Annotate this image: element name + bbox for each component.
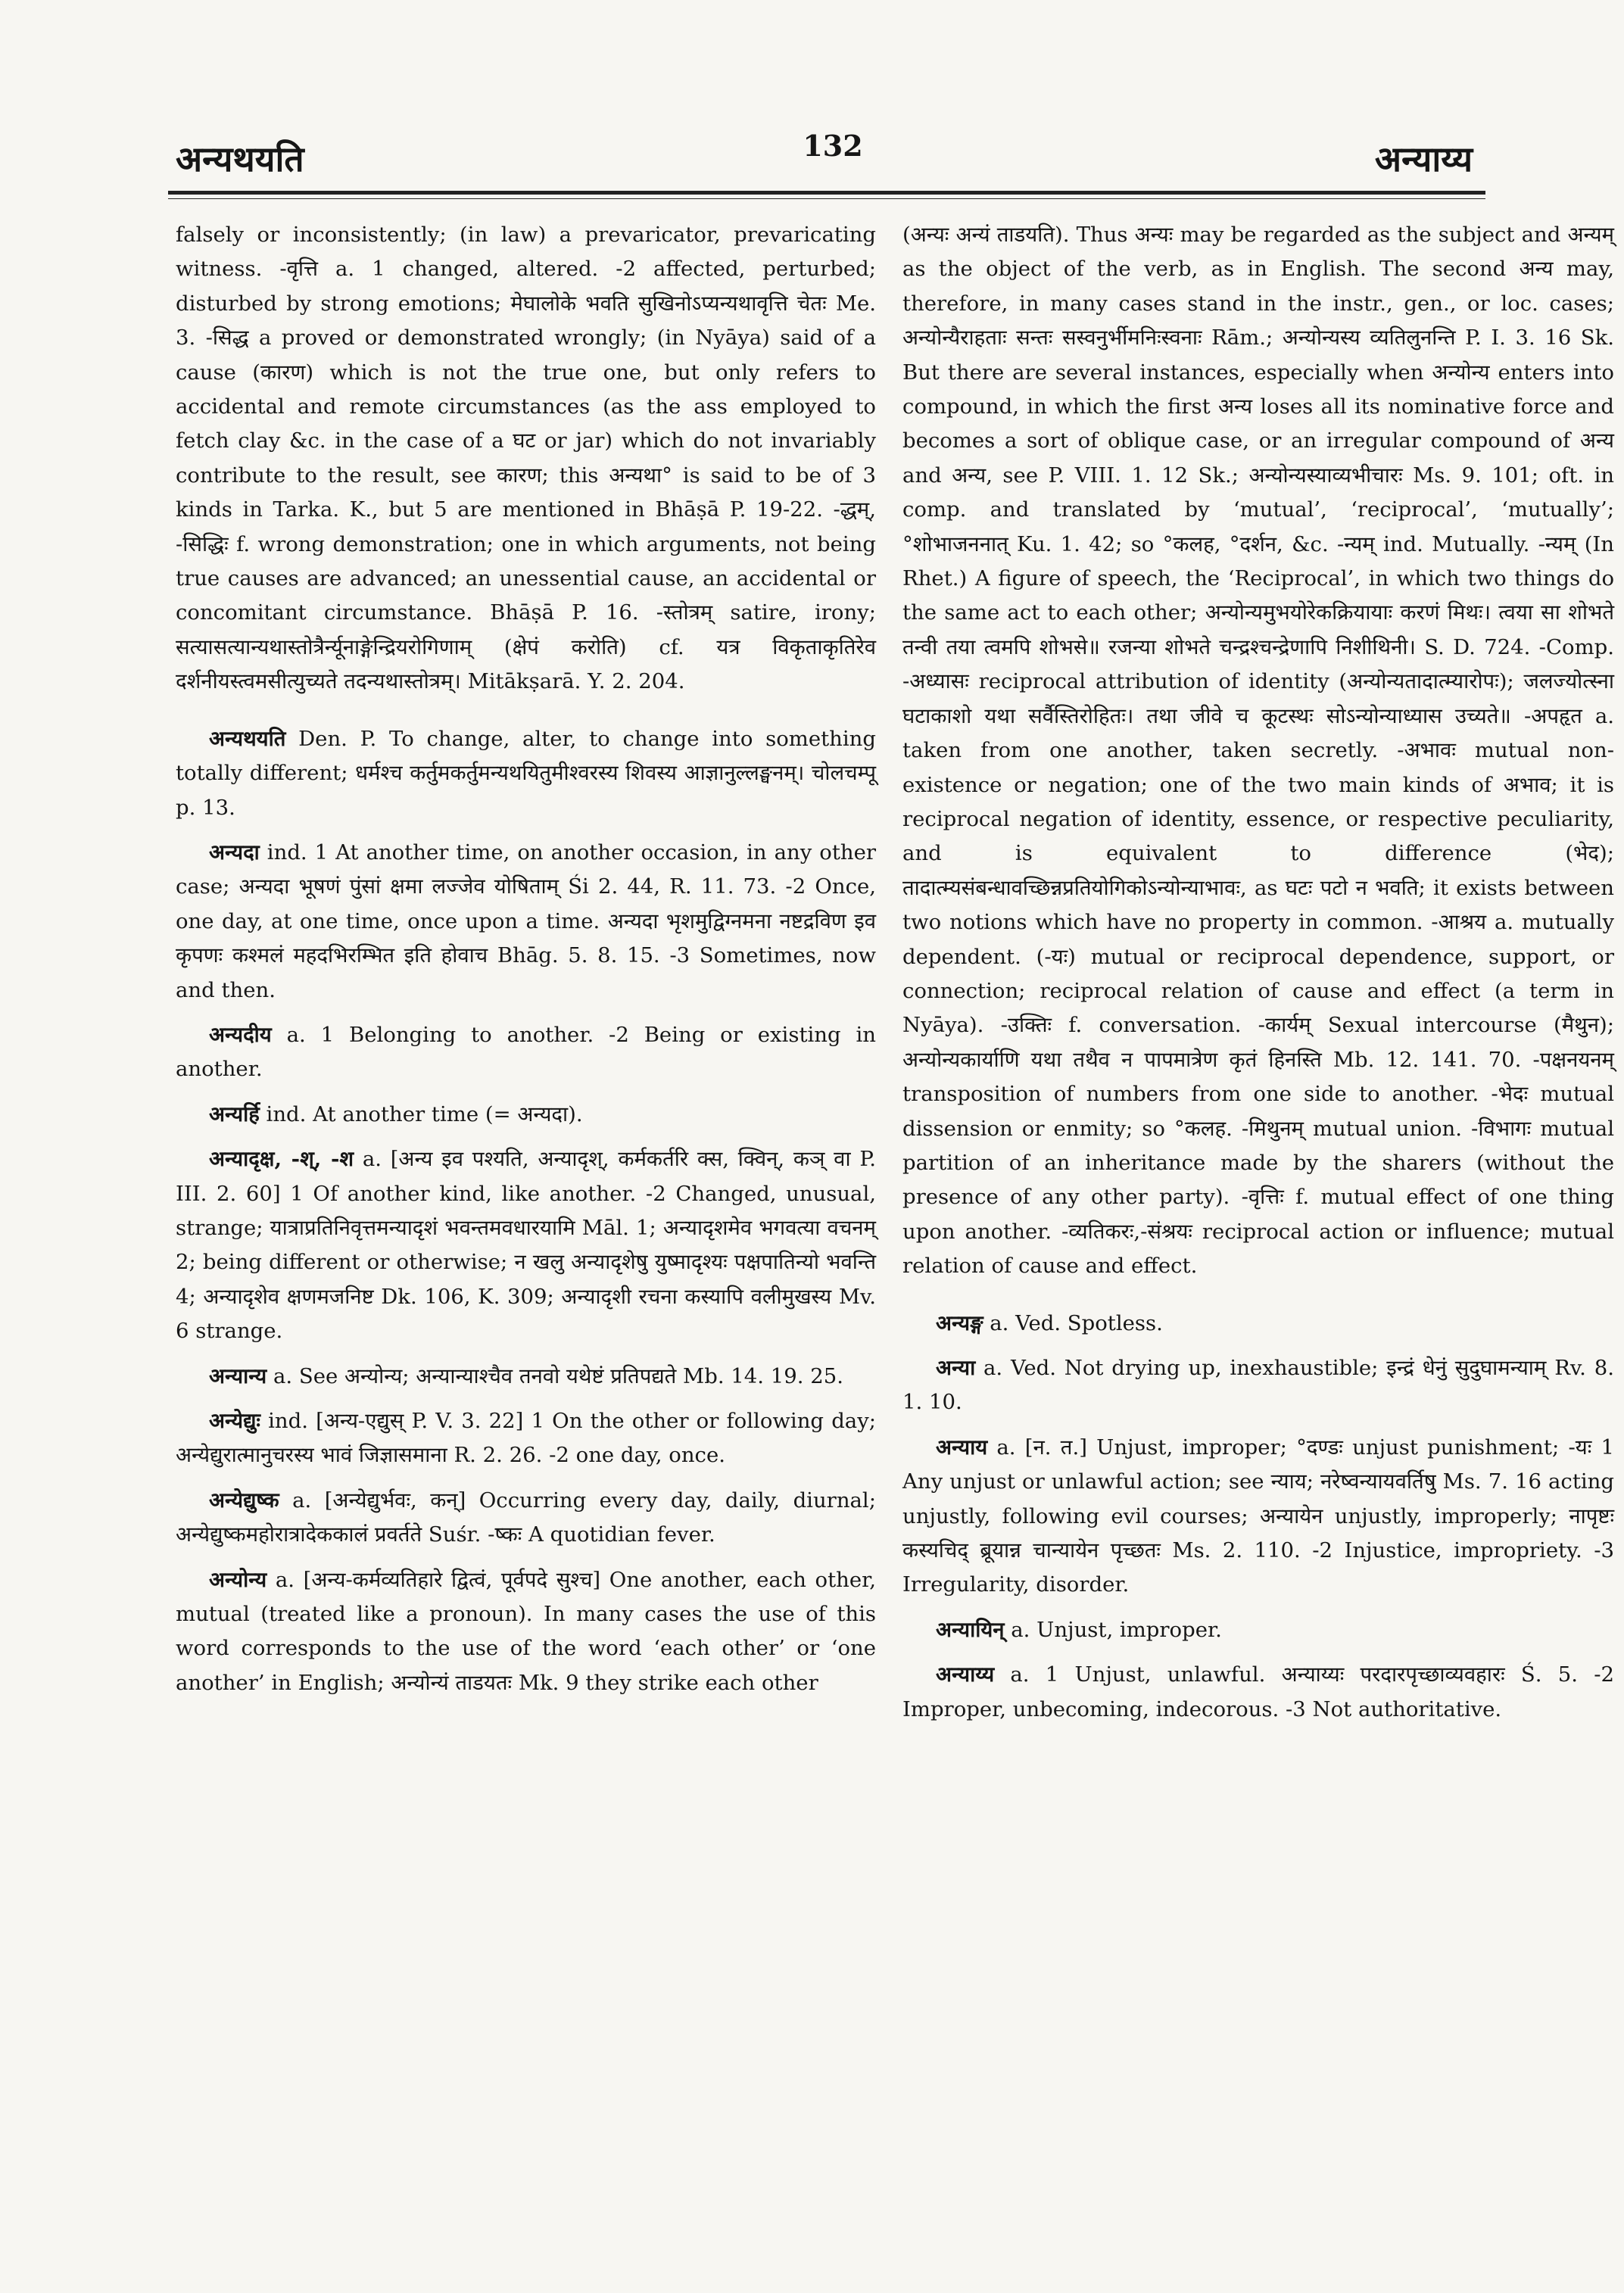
dictionary-entry xyxy=(902,1658,1614,1727)
dictionary-entry xyxy=(176,218,876,699)
header-rule-thick xyxy=(168,191,1485,195)
running-headword-right: अन्याय्य xyxy=(1374,139,1473,179)
entry-headword: अन्येद्युः xyxy=(209,1409,260,1433)
entry-text: a. Ved. Spotless. xyxy=(983,1310,1163,1335)
dictionary-entry xyxy=(176,722,876,825)
entry-text: ind. At another time (= अन्यदा). xyxy=(259,1101,583,1126)
entry-headword: अन्यथयति xyxy=(209,726,286,751)
dictionary-entry xyxy=(176,1018,876,1087)
entry-headword: अन्यदा xyxy=(209,840,260,865)
dictionary-entry xyxy=(902,1351,1614,1420)
entry-headword: अन्यान्य xyxy=(209,1363,267,1388)
dictionary-entry xyxy=(176,1360,876,1394)
dictionary-entry xyxy=(176,1142,876,1348)
dictionary-entry xyxy=(176,1098,876,1132)
page-number: 132 xyxy=(803,129,863,163)
entry-text: Den. P. To change, alter, to change into something totally different; धर्मश्च कर्तुमकर्तुमन्यथयितुमीश्वरस्य शिवस्य आज्ञानुल्लङ्घनम्। चोलचम्पू p. 13. xyxy=(176,726,876,820)
entry-headword: अन्येद्युष्क xyxy=(209,1488,279,1513)
entry-text: ind. 1 At another time, on another occasion, in any other case; अन्यदा भूषणं पुंसां क्षमा लज्जेव योषिताम् Śi 2. 44, R. 11. 73. -2 Once, one day, at one time, once upon a time. अन्यदा भृशमुद्विग्नमना नष्टद्रविण इव कृपणः कश्मलं महदभिरम्भित इति होवाच Bhāg. 5. 8. 15. -3 Sometimes, now and then. xyxy=(176,840,876,1002)
dictionary-entry xyxy=(176,1563,876,1701)
entry-headword: अन्यादृक्ष, -श्, -श xyxy=(209,1147,354,1172)
entry-text: ind. [अन्य-एद्युस् P. V. 3. 22] 1 On the other or following day; अन्येद्युरात्मानुचरस्य भावं जिज्ञासमाना R. 2. 26. -2 one day, once. xyxy=(176,1409,876,1468)
dictionary-entry xyxy=(902,1307,1614,1341)
running-headword-left: अन्यथयति xyxy=(176,139,304,179)
entry-text: a. [न. त.] Unjust, improper; °दण्डः unjust punishment; -यः 1 Any unjust or unlawful action; see न्याय; नरेष्वन्यायवर्तिषु Ms. 7. 16 acting unjustly, following evil courses; अन्यायेन unjustly, improperly; नापृष्टः कस्यचिद् ब्रूयान्न चान्यायेन पृच्छतः Ms. 2. 110. -2 Injustice, impropriety. -3 Irregularity, disorder. xyxy=(902,1435,1614,1597)
entry-headword: अन्याय्य xyxy=(936,1662,995,1687)
entry-text: a. [अन्येद्युर्भवः, कन्] Occurring every day, daily, diurnal; अन्येद्युष्कमहोरात्रादेककालं प्रवर्तते Suśr. -ष्कः A quotidian fever. xyxy=(176,1488,876,1547)
entry-text: a. Unjust, improper. xyxy=(1004,1617,1222,1642)
entry-text: a. Ved. Not drying up, inexhaustible; इन्द्रं धेनुं सुदुघामन्याम् Rv. 8. 1. 10. xyxy=(902,1356,1614,1415)
dictionary-entry xyxy=(176,836,876,1008)
entry-text: a. 1 Belonging to another. -2 Being or existing in another. xyxy=(176,1022,876,1082)
dictionary-entry xyxy=(902,1431,1614,1603)
dictionary-entry xyxy=(902,218,1614,1284)
entry-headword: अन्यदीय xyxy=(209,1022,272,1047)
entry-text: falsely or inconsistently; (in law) a prevaricator, prevaricating witness. -वृत्ति a. 1 changed, altered. -2 affected, perturbed; disturbed by strong emotions; मेघालोके भवति सुखिनोऽप्यन्यथावृत्ति चेतः Me. 3. -सिद्ध a proved or demonstrated wrongly; (in Nyāya) said of a cause (कारण) which is not the true one, but only refers to accidental and remote circumstances (as the ass employed to fetch clay &c. in the case of a घट or jar) which do not invariably contribute to the result, see कारण; this अन्यथा° is said to be of 3 kinds in Tarka. K., but 5 are mentioned in Bhāṣā P. 19-22. -द्धम्, -सिद्धिः f. wrong demonstration; one in which arguments, not being true causes are advanced; an unessential cause, an accidental or concomitant circumstance. Bhāṣā P. 16. -स्तोत्रम् satire, irony; सत्यासत्यान्यथास्तोत्रैर्न्यूनाङ्गेन्द्रियरोगिणाम् (क्षेपं करोति) cf. यत्र विकृताकृतिरेव दर्शनीयस्त्वमसीत्युच्यते तदन्यथास्तोत्रम्। Mitākṣarā. Y. 2. 204. xyxy=(176,223,876,694)
entry-headword: अन्याय xyxy=(936,1435,988,1460)
dictionary-entry xyxy=(902,1613,1614,1647)
header-rule-thin xyxy=(168,198,1485,199)
dictionary-entry xyxy=(176,1404,876,1473)
left-column xyxy=(176,218,876,1711)
entry-headword: अन्यायिन् xyxy=(936,1617,1005,1642)
right-column xyxy=(902,218,1614,1737)
dictionary-entry xyxy=(176,1484,876,1553)
entry-headword: अन्यर्हि xyxy=(209,1101,260,1126)
entry-text: a. 1 Unjust, unlawful. अन्याय्यः परदारपृच्छाव्यवहारः Ś. 5. -2 Improper, unbecoming, indecorous. -3 Not authoritative. xyxy=(902,1662,1614,1721)
entry-headword: अन्यङ्ग xyxy=(936,1310,983,1335)
entry-text: a. [अन्य इव पश्यति, अन्यादृश्, कर्मकर्तरि क्स, क्विन्, कञ् वा P. III. 2. 60] 1 Of another kind, like another. -2 Changed, unusual, strange; यात्राप्रतिनिवृत्तमन्यादृशं भवन्तमवधारयामि Māl. 1; अन्यादृशमेव भगवत्या वचनम् 2; being different or otherwise; न खलु अन्यादृशेषु युष्मादृश्यः पक्षपातिन्यो भवन्ति 4; अन्यादृशेव क्षणमजनिष्ट Dk. 106, K. 309; अन्यादृशी रचना कस्यापि वलीमुखस्य Mv. 6 strange. xyxy=(176,1147,876,1344)
entry-text: (अन्यः अन्यं ताडयति). Thus अन्यः may be regarded as the subject and अन्यम् as the object of the verb, as in English. The second अन्य may, therefore, in many cases stand in the instr., gen., or loc. cases; अन्योन्यैराहताः सन्तः सस्वनुर्भीमनिःस्वनाः Rām.; अन्योन्यस्य व्यतिलुनन्ति P. I. 3. 16 Sk. But there are several instances, especially when अन्योन्य enters into compound, in which the first अन्य loses all its nominative force and becomes a sort of oblique case, or an irregular compound of अन्य and अन्य, see P. VIII. 1. 12 Sk.; अन्योन्यस्याव्यभीचारः Ms. 9. 101; oft. in comp. and translated by ‘mutual’, ‘reciprocal’, ‘mutually’; °शोभाजननात् Ku. 1. 42; so °कलह, °दर्शन, &c. -न्यम् ind. Mutually. -न्यम् (In Rhet.) A figure of speech, the ‘Reciprocal’, in which two things do the same act to each other; अन्योन्यमुभयोरेकक्रियायाः करणं मिथः। त्वया सा शोभते तन्वी तया त्वमपि शोभसे॥ रजन्या शोभते चन्द्रश्चन्द्रेणापि निशीथिनी। S. D. 724. -Comp. -अध्यासः reciprocal attribution of identity (अन्योन्यतादात्म्यारोपः); जलज्योत्स्ना घटाकाशो यथा सर्वैस्तिरोहितः। तथा जीवे च कूटस्थः सोऽन्योन्याध्यास उच्यते॥ -अपहृत a. taken from one another, taken secretly. -अभावः mutual non-existence or negation; one of the two main kinds of अभाव; it is reciprocal negation of identity, essence, or respective peculiarity, and is equivalent to difference (भेद); तादात्म्यसंबन्धावच्छिन्नप्रतियोगिकोऽन्योन्याभावः, as घटः पटो न भवति; it exists between two notions which have no property in common. -आश्रय a. mutually dependent. (-यः) mutual or reciprocal dependence, support, or connection; reciprocal relation of cause and effect (a term in Nyāya). -उक्तिः f. conversation. -कार्यम् Sexual intercourse (मैथुन); अन्योन्यकार्याणि यथा तथैव न पापमात्रेण कृतं हिनस्ति Mb. 12. 141. 70. -पक्षनयनम् transposition of numbers from one side to another. -भेदः mutual dissension or enmity; so °कलह. -मिथुनम् mutual union. -विभागः mutual partition of an inheritance made by the sharers (without the presence of any other party). -वृत्तिः f. mutual effect of one thing upon another. -व्यतिकरः,-संश्रयः reciprocal action or influence; mutual relation of cause and effect. xyxy=(902,223,1614,1279)
entry-headword: अन्योन्य xyxy=(209,1567,267,1592)
entry-text: a. See अन्योन्य; अन्यान्याश्चैव तनवो यथेष्टं प्रतिपद्यते Mb. 14. 19. 25. xyxy=(267,1363,843,1388)
entry-text: a. [अन्य-कर्मव्यतिहारे द्वित्वं, पूर्वपदे सुश्च] One another, each other, mutual (treated like a pronoun). In many cases the use of this word corresponds to the use of the word ‘each other’ or ‘one another’ in English; अन्योन्यं ताडयतः Mk. 9 they strike each other xyxy=(176,1567,876,1695)
entry-headword: अन्या xyxy=(936,1356,976,1380)
